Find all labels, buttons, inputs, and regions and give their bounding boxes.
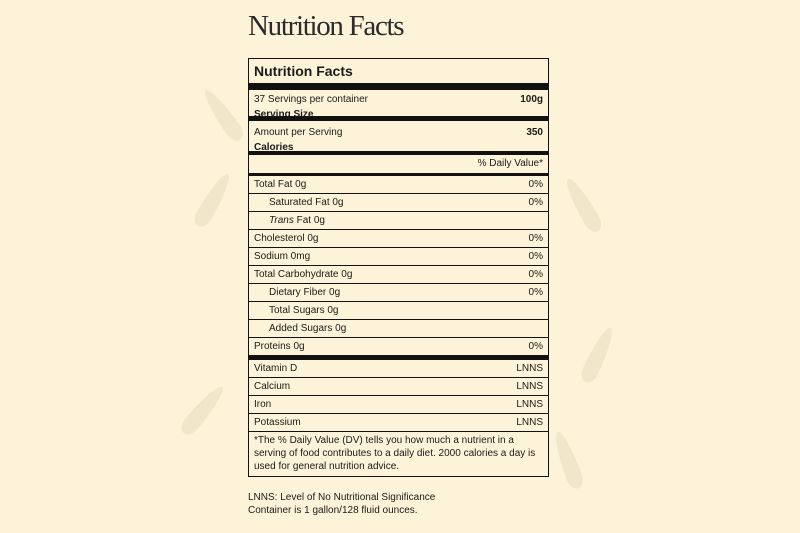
vitamin-value: LNNS bbox=[516, 399, 543, 410]
nutrition-facts-label bbox=[248, 58, 549, 477]
nutrient-row bbox=[249, 320, 548, 338]
vitamin-value: LNNS bbox=[516, 381, 543, 392]
vitamin-value: LNNS bbox=[516, 417, 543, 428]
nutrient-row bbox=[249, 176, 548, 194]
nutrient-dv: 0% bbox=[528, 179, 543, 190]
vitamin-name: Vitamin D bbox=[254, 363, 298, 374]
lnns-definition: LNNS: Level of No Nutritional Significance bbox=[248, 492, 436, 503]
nutrient-dv: 0% bbox=[528, 287, 543, 298]
vitamin-row bbox=[249, 360, 548, 378]
nutrient-row bbox=[249, 248, 548, 266]
nutrient-row bbox=[249, 338, 548, 360]
nutrient-dv: 0% bbox=[528, 341, 543, 352]
vitamin-name: Calcium bbox=[254, 381, 291, 392]
background-leaf bbox=[561, 175, 605, 235]
calories-value: 350 bbox=[526, 127, 543, 138]
nutrient-name: Saturated Fat 0g bbox=[269, 197, 344, 208]
vitamin-row bbox=[249, 396, 548, 414]
background-leaf bbox=[550, 429, 586, 491]
label-title: Nutrition Facts bbox=[249, 59, 548, 90]
nutrient-name: Added Sugars 0g bbox=[269, 323, 347, 334]
daily-value-header-text: % Daily Value* bbox=[477, 158, 543, 169]
nutrient-name: Total Sugars 0g bbox=[269, 305, 339, 316]
vitamin-value: LNNS bbox=[516, 363, 543, 374]
nutrient-row bbox=[249, 302, 548, 320]
nutrient-row bbox=[249, 194, 548, 212]
nutrient-name bbox=[254, 212, 325, 229]
nutrient-dv: 0% bbox=[528, 251, 543, 262]
trans-italic: Trans bbox=[269, 215, 294, 226]
nutrient-name: Dietary Fiber 0g bbox=[269, 287, 341, 298]
vitamin-name: Iron bbox=[254, 399, 272, 410]
daily-value-header bbox=[249, 155, 548, 176]
serving-section bbox=[249, 90, 548, 121]
vitamin-name: Potassium bbox=[254, 417, 301, 428]
trans-rest: Fat 0g bbox=[293, 215, 325, 226]
serving-size-value: 100g bbox=[520, 94, 543, 105]
background-leaf bbox=[578, 324, 618, 385]
container-size-note: Container is 1 gallon/128 fluid ounces. bbox=[248, 505, 418, 516]
servings-per-container: 37 Servings per container bbox=[254, 94, 368, 105]
nutrient-name: Cholesterol 0g bbox=[254, 233, 319, 244]
vitamin-row bbox=[249, 414, 548, 431]
calories-section bbox=[249, 121, 548, 155]
label-footer bbox=[248, 491, 435, 517]
page-title: Nutrition Facts bbox=[248, 10, 404, 42]
nutrient-row bbox=[249, 266, 548, 284]
nutrient-dv: 0% bbox=[528, 197, 543, 208]
nutrient-name: Total Fat 0g bbox=[254, 179, 307, 190]
vitamin-row bbox=[249, 378, 548, 396]
background-leaf bbox=[191, 170, 235, 230]
nutrient-row bbox=[249, 284, 548, 302]
calories-label: Calories bbox=[254, 142, 294, 153]
nutrient-dv: 0% bbox=[528, 269, 543, 280]
nutrient-row bbox=[249, 230, 548, 248]
background-leaf bbox=[178, 382, 229, 438]
nutrient-dv: 0% bbox=[528, 233, 543, 244]
daily-value-footnote: *The % Daily Value (DV) tells you how much a nutrient in a serving of food contributes to a daily diet. 2000 calories a day is used for general nutrition advice. bbox=[249, 431, 548, 476]
nutrient-name: Proteins 0g bbox=[254, 341, 305, 352]
amount-per-serving: Amount per Serving bbox=[254, 127, 343, 138]
nutrient-row bbox=[249, 212, 548, 230]
background-leaf bbox=[199, 86, 247, 144]
nutrient-name: Total Carbohydrate 0g bbox=[254, 269, 353, 280]
serving-size-label: Serving Size bbox=[254, 109, 314, 120]
nutrient-name: Sodium 0mg bbox=[254, 251, 311, 262]
